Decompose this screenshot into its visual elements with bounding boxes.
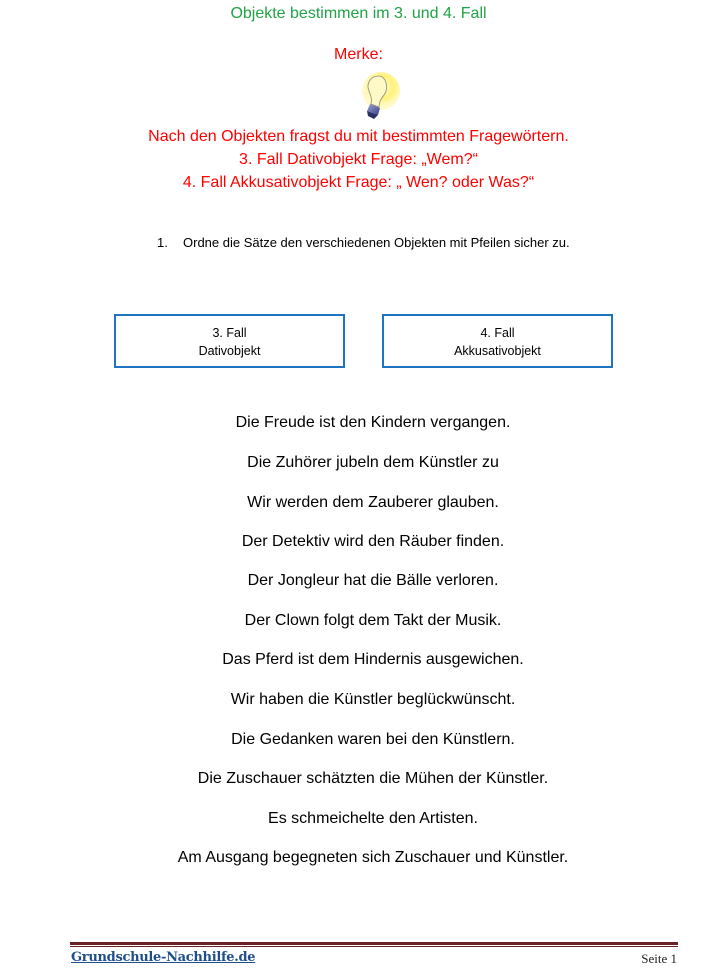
- lightbulb-icon: [352, 70, 402, 122]
- sentence: Der Clown folgt dem Takt der Musik.: [244, 612, 502, 629]
- task-instruction: [157, 235, 570, 250]
- sentence: Es schmeichelte den Artisten.: [268, 810, 478, 827]
- footer-site-link[interactable]: Grundschule-Nachhilfe.de: [71, 950, 256, 965]
- akkusativ-box-name: Akkusativobjekt: [454, 344, 541, 358]
- footer-page-number: Seite 1: [641, 951, 677, 966]
- merke-line-1: Nach den Objekten fragst du mit bestimmten Fragewörtern.: [148, 128, 569, 145]
- akkusativ-box-case: 4. Fall: [480, 326, 515, 340]
- sentence: Die Zuschauer schätzten die Mühen der Künstler.: [197, 770, 549, 787]
- merke-line-3: 4. Fall Akkusativobjekt Frage: „ Wen? oder Was?“: [182, 174, 535, 191]
- sentence: Wir haben die Künstler beglückwünscht.: [230, 691, 516, 708]
- akkusativ-box: [382, 314, 613, 368]
- task-text: Ordne die Sätze den verschiedenen Objekten mit Pfeilen sicher zu.: [183, 235, 570, 250]
- merke-line-2: 3. Fall Dativobjekt Frage: „Wem?“: [239, 151, 478, 168]
- sentence: Die Freude ist den Kindern vergangen.: [235, 414, 511, 431]
- sentence: Die Gedanken waren bei den Künstlern.: [231, 731, 515, 748]
- dativ-box-case: 3. Fall: [212, 326, 247, 340]
- sentence: Die Zuhörer jubeln dem Künstler zu: [247, 454, 499, 471]
- merke-label: Merke:: [334, 46, 383, 63]
- dativ-box: [114, 314, 345, 368]
- sentence: Der Jongleur hat die Bälle verloren.: [247, 572, 499, 589]
- sentence: Am Ausgang begegneten sich Zuschauer und Künstler.: [177, 849, 569, 866]
- sentence: Der Detektiv wird den Räuber finden.: [241, 533, 505, 550]
- footer-rule-thin: [70, 946, 678, 947]
- task-number: 1.: [157, 235, 168, 250]
- page-title: Objekte bestimmen im 3. und 4. Fall: [230, 5, 487, 22]
- sentence: Das Pferd ist dem Hindernis ausgewichen.: [222, 651, 524, 668]
- footer-rule: [70, 942, 678, 945]
- sentence: Wir werden dem Zauberer glauben.: [247, 494, 499, 511]
- dativ-box-name: Dativobjekt: [198, 344, 261, 358]
